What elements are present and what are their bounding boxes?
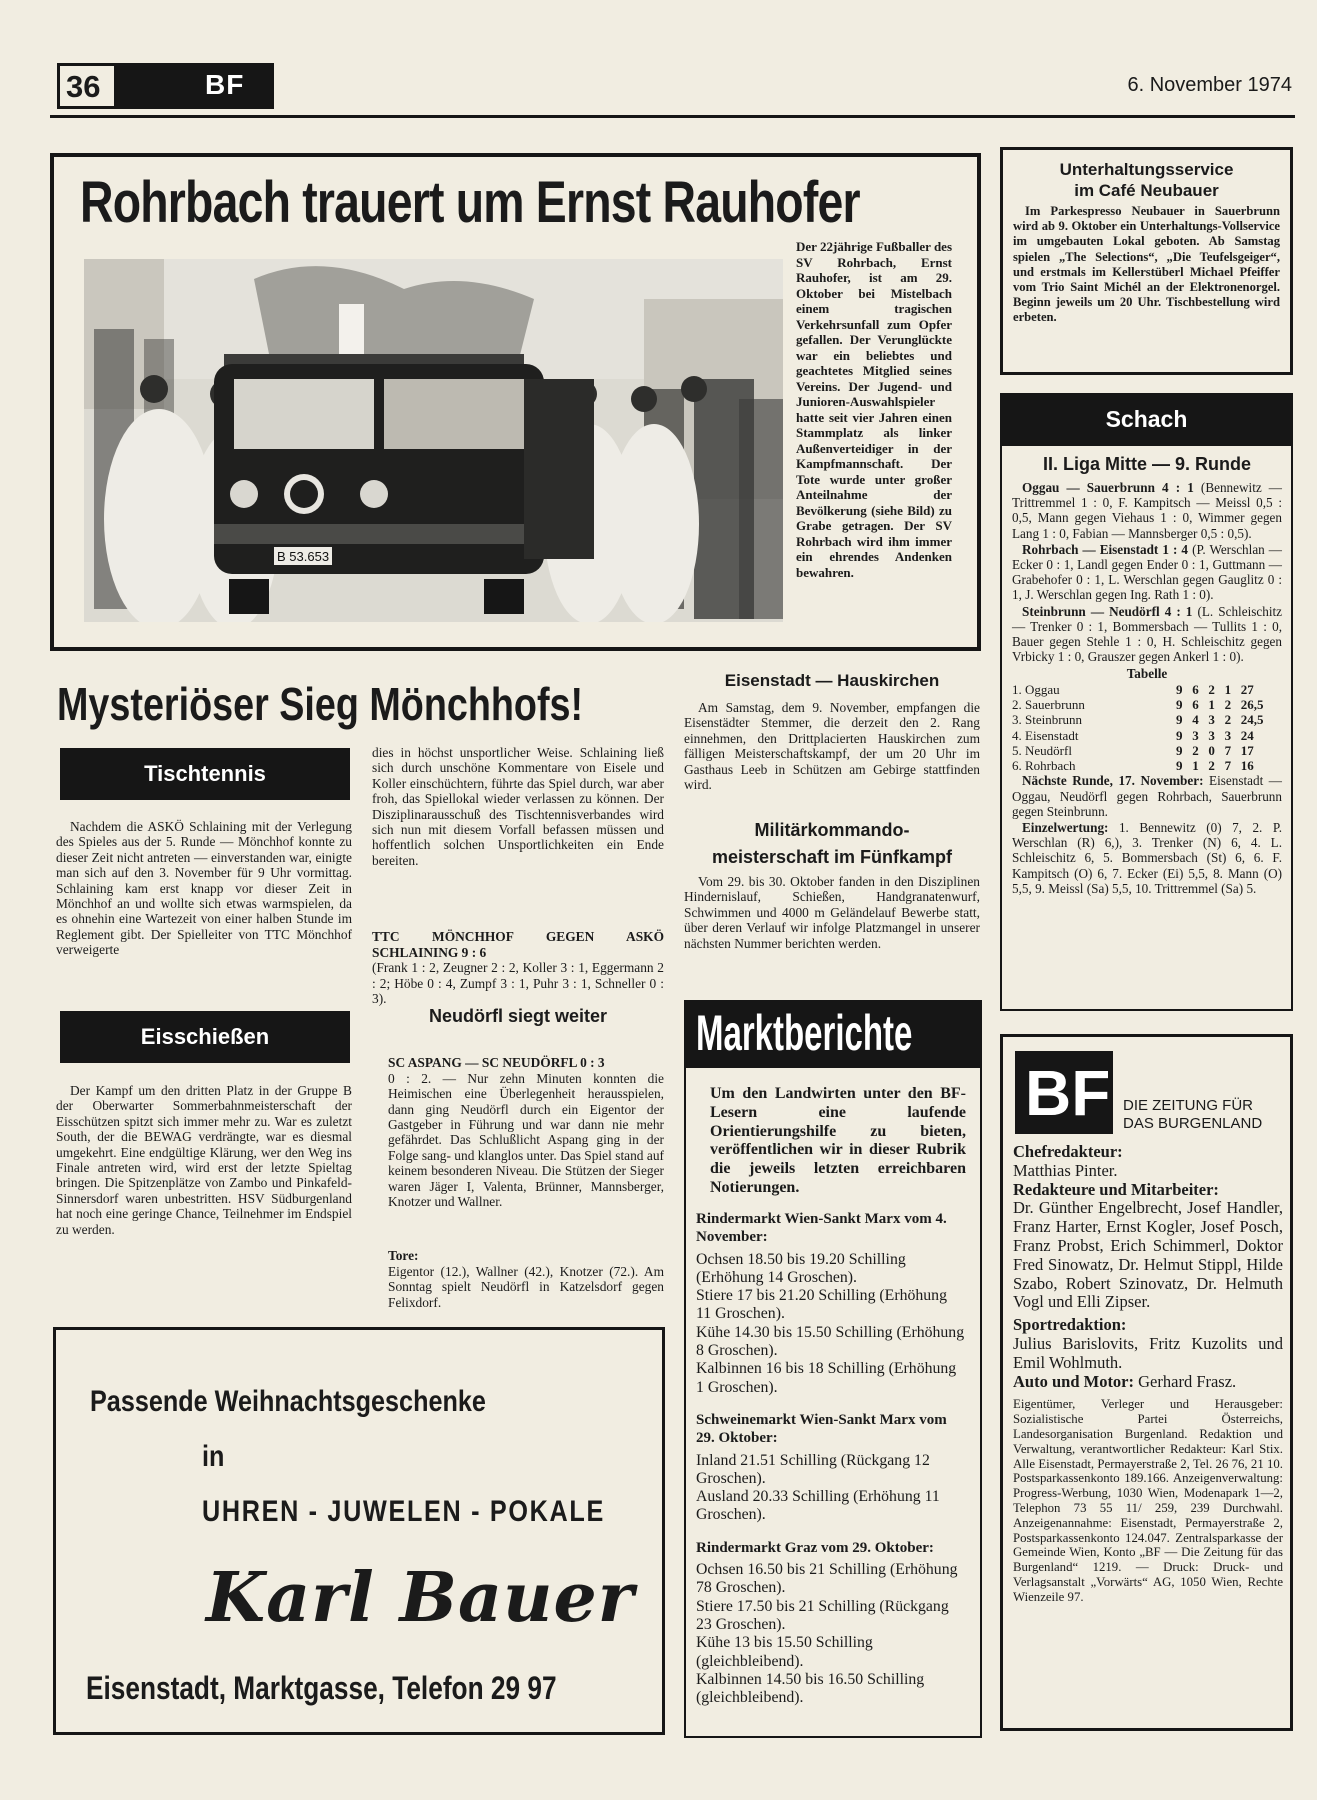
table-cell: 9 [1176, 727, 1183, 743]
table-row [1012, 743, 1282, 758]
schach-einzel-head: Einzelwertung: [1022, 820, 1109, 836]
markt-section [696, 1210, 966, 1397]
moenchhof-text-2: dies in höchst unsportlicher Weise. Schlaining ließ sich durch unschöne Kommentare von Eisele und Koller einschüchtern, führte das Spiel durch, war aber froh, das Spiellokal wieder verlassen zu können. Der Disziplinarausschuß des Tischtennisverbandes wird sich nun mit diesem Vorfall befassen müssen und hoffentlich solchen Unsportlichkeiten ein Ende bereiten. [372, 745, 664, 868]
militaer-text: Vom 29. bis 30. Oktober fanden in den Disziplinen Hindernislauf, Schießen, Handgranatenwurf, Schwimmen und 4000 m Geländelauf Bewerbe statt, über deren Verlauf wir infolge Platzmangel in unserer nächsten Nummer berichten werden. [684, 874, 980, 951]
page-header [0, 0, 1317, 125]
table-cell: 1. Oggau [1012, 681, 1060, 697]
impressum-staff [1013, 1143, 1283, 1605]
markt-line: Kühe 13 bis 15.50 Schilling (gleichbleibend). [696, 1634, 873, 1670]
table-cell: 5. Neudörfl [1012, 742, 1072, 758]
section-bar-schach [1000, 393, 1293, 446]
table-cell: 3 [1224, 727, 1232, 743]
schach-headline: II. Liga Mitte — 9. Runde [1042, 454, 1251, 474]
markt-line: Stiere 17.50 bis 21 Schilling (Rückgang 23 Groschen). [696, 1597, 949, 1633]
militaer-headline-line-1: Militärkommando- [754, 820, 910, 840]
markt-section [696, 1411, 966, 1525]
issue-date: 6. November 1974 [1127, 74, 1292, 96]
impressum-auto-label: Auto und Motor: [1013, 1371, 1135, 1391]
table-cell: 4. Eisenstadt [1012, 727, 1079, 743]
schach-match-2-head: Rohrbach — Eisenstadt 1 : 4 [1022, 541, 1189, 557]
markt-section [696, 1539, 966, 1708]
impressum-box [1000, 1034, 1293, 1731]
ad-line-2: in [202, 1440, 225, 1473]
cafe-headline-line-2: im Café Neubauer [1074, 181, 1219, 200]
ad-brand: Karl Bauer [206, 1558, 635, 1638]
page-number: 36 [66, 69, 101, 104]
markt-line: Ausland 20.33 Schilling (Erhöhung 11 Groschen). [696, 1488, 940, 1524]
page-number-box [57, 63, 117, 109]
table-cell: 9 [1176, 758, 1183, 774]
table-cell: 3 [1208, 727, 1215, 743]
markt-line: Inland 21.51 Schilling (Rückgang 12 Groschen). [696, 1451, 930, 1487]
funeral-photo [84, 259, 783, 622]
table-cell: 9 [1176, 696, 1183, 712]
impressum-logo [1015, 1051, 1113, 1134]
neudoerfl-tore-text: Eigentor (12.), Wallner (42.), Knotzer (72.). Am Sonntag spielt Neudörfl in Katzelsdorf gegen Felixdorf. [388, 1263, 664, 1310]
neudoerfl-text: 0 : 2. — Nur zehn Minuten konnten die Heimischen eine Überlegenheit herausspielen, dann ging Neudörfl durch ein Eigentor der Gastgeber in Führung und war dann nie mehr gefährdet. Das Schlußlicht Aspang ging in der Folge sang- und klanglos unter. Das Spiel stand auf keinem besonderen Niveau. Die Stützen der Sieger waren Jäger I, Valenta, Brünner, Mannsberger, Knotzer und Wallner. [388, 1070, 664, 1210]
schach-next-head: Nächste Runde, 17. November: [1022, 773, 1204, 789]
table-row [1012, 697, 1282, 712]
impressum-red-label: Redakteure und Mitarbeiter: [1013, 1179, 1219, 1199]
table-cell: 2 [1192, 742, 1199, 758]
impressum-auto [1013, 1373, 1283, 1392]
table-row [1012, 712, 1282, 727]
cafe-box [1000, 147, 1293, 375]
section-title-eisschiessen: Eisschießen [140, 1024, 270, 1049]
markt-section-head: Schweinemarkt Wien-Sankt Marx vom 29. Oktober: [696, 1411, 947, 1447]
table-cell: 6. Rohrbach [1012, 758, 1076, 774]
impressum-auto-name: Gerhard Frasz. [1138, 1371, 1237, 1391]
impressum-chef-name: Matthias Pinter. [1013, 1160, 1118, 1180]
hauskirchen-headline: Eisenstadt — Hauskirchen [724, 671, 940, 690]
markt-line: Ochsen 18.50 bis 19.20 Schilling (Erhöhung 14 Groschen). [696, 1250, 906, 1286]
impressum-sport-names: Julius Barislovits, Fritz Kuzolits und Emil Wohlmuth. [1013, 1333, 1283, 1372]
impressum-logo-text: BF [1025, 1057, 1111, 1129]
neudoerfl-tore-label: Tore: [388, 1248, 419, 1264]
militaer-headline-line-2: meisterschaft im Fünfkampf [711, 847, 953, 867]
table-cell: 1 [1224, 681, 1232, 697]
header-rule [50, 115, 1295, 118]
schach-match-3-head: Steinbrunn — Neudörfl 4 : 1 [1022, 603, 1193, 619]
neudoerfl-tore [388, 1233, 664, 1310]
table-cell: 17 [1240, 742, 1254, 758]
ad-line-3: UHREN - JUWELEN - POKALE [202, 1495, 605, 1528]
section-bar-tischtennis [60, 748, 350, 800]
moenchhof-text-1: Nachdem die ASKÖ Schlaining mit der Verlegung des Spieles aus der 5. Runde — Mönchhof konnte zu dieser Zeit nicht antreten — einverstanden war, einigte man sich auf den 3. November für 9 Uhr vormittag. Schlaining kam erst knapp vor dieser Zeit in Mönchhof an und wollte sich etwas warmspielen, da es ohnehin eine Wartezeit von einer halben Stunde im Reglement gibt. Der Spielleiter von TTC Mönchhof verweigerte [56, 819, 352, 958]
ad-line-2-wrap [202, 1440, 229, 1474]
eisschiessen-text: Der Kampf um den dritten Platz in der Gruppe B der Oberwarter Sommerbahnmeisterschaft der Eisschützen spitzt sich immer mehr zu. War es zuletzt South, der die BEWAG verdrängte, war es diesmal umgekehrt. Eine endgültige Klärung, wer den Weg ins Finale antreten wird, wird erst der letzte Spieltag bringen. Die Spitzenplätze von Zambo und Pinkafeld-Sinnersdorf waren unbestritten. HSV Südburgenland hat noch eine geringe Chance, Teilnehmer im Endspiel zu werden. [56, 1083, 352, 1237]
markt-line: Kalbinnen 16 bis 18 Schilling (Erhöhung 1 Groschen). [696, 1360, 957, 1396]
cafe-headline [1003, 159, 1290, 201]
markt-title-bar [684, 1000, 982, 1068]
schach-match-1-head: Oggau — Sauerbrunn 4 : 1 [1022, 480, 1194, 495]
markt-line: Stiere 17 bis 21.20 Schilling (Erhöhung 11 Groschen). [696, 1287, 947, 1323]
table-cell: 1 [1192, 758, 1199, 774]
schach-next [1012, 773, 1282, 819]
table-cell: 2 [1224, 696, 1232, 712]
table-cell: 9 [1176, 681, 1183, 697]
table-cell: 26,5 [1240, 696, 1264, 712]
markt-intro: Um den Landwirten unter den BF-Lesern eine laufende Orientierungshilfe zu bieten, veröffentlichen wir in dieser Rubrik die jeweils letzten erreichbaren Notierungen. [710, 1085, 966, 1196]
table-cell: 3 [1192, 727, 1199, 743]
moenchhof-result-head: TTC MÖNCHHOF GEGEN ASKÖ SCHLAINING 9 : 6 [372, 929, 664, 960]
schach-body [1012, 480, 1282, 896]
section-bar-eisschiessen [60, 1011, 350, 1063]
table-cell: 2 [1208, 681, 1215, 697]
ad-line-1: Passende Weihnachtsgeschenke [90, 1385, 486, 1418]
table-cell: 7 [1224, 758, 1232, 774]
schach-table [1012, 682, 1282, 774]
ad-address: Eisenstadt, Marktgasse, Telefon 29 97 [86, 1670, 557, 1706]
table-cell: 24,5 [1240, 712, 1264, 728]
table-row [1012, 682, 1282, 697]
schach-einzel [1012, 820, 1282, 896]
section-title-schach: Schach [1105, 406, 1188, 432]
impressum-sport-label: Sportredaktion: [1013, 1315, 1127, 1335]
table-cell: 1 [1208, 696, 1215, 712]
moenchhof-headline: Mysteriöser Sieg Mönchhofs! [57, 678, 584, 730]
cafe-text: Im Parkespresso Neubauer in Sauerbrunn wird ab 9. Oktober ein Unterhaltungs-Vollservice im umgebauten Lokal geboten. Ab Samstag spielen „The Selections“, „Die Teufelsgeiger“, und erstmals im Kellerstüberl Michael Pfeiffer vom Trio Saint Michél an der Elektronenorgel. Beginn jeweils um 20 Uhr. Tischbestellung wird erbeten. [1013, 204, 1280, 325]
table-row [1012, 728, 1282, 743]
table-cell: 16 [1240, 758, 1254, 774]
table-cell: 6 [1192, 696, 1199, 712]
schach-match-1 [1012, 480, 1282, 541]
table-cell: 3. Steinbrunn [1012, 712, 1083, 728]
header-logo: BF [205, 69, 245, 100]
table-cell: 2. Sauerbrunn [1012, 696, 1085, 712]
table-cell: 3 [1208, 712, 1215, 728]
table-cell: 27 [1240, 681, 1254, 697]
moenchhof-result-text: (Frank 1 : 2, Zeugner 2 : 2, Koller 3 : 1, Eggermann 2 : 2; Höbe 0 : 4, Zumpf 3 : 1, Puhr 3 : 1, Schneller 0 : 3). [372, 960, 664, 1007]
table-cell: 9 [1176, 712, 1183, 728]
ad-line-1-wrap [90, 1385, 650, 1419]
table-cell: 9 [1176, 742, 1183, 758]
hauskirchen-text: Am Samstag, dem 9. November, empfangen die Eisenstädter Stemmer, die derzeit den 2. Rang einnehmen, den Drittplacierten Hauskirchen zum fälligen Meisterschaftskampf, der um 20 Uhr im Gasthaus Leeb in Schützen am Gebirge stattfinden wird. [684, 700, 980, 793]
markt-section-head: Rindermarkt Graz vom 29. Oktober: [696, 1539, 934, 1556]
ad-karl-bauer [53, 1327, 665, 1735]
schach-match-3 [1012, 604, 1282, 665]
markt-line: Ochsen 16.50 bis 21 Schilling (Erhöhung 78 Groschen). [696, 1561, 958, 1597]
impressum-tagline-2: DAS BURGENLAND [1123, 1115, 1263, 1132]
funeral-photo-graphic [84, 259, 783, 622]
markt-title: Marktberichte [696, 1005, 913, 1061]
markt-sections [696, 1210, 966, 1707]
ad-line-3-wrap [202, 1495, 642, 1529]
table-cell: 24 [1240, 727, 1254, 743]
table-cell: 2 [1224, 712, 1232, 728]
impressum-chef-label: Chefredakteur: [1013, 1142, 1123, 1161]
markt-line: Kalbinnen 14.50 bis 16.50 Schilling (gleichbleibend). [696, 1670, 925, 1707]
neudoerfl-result-head: SC ASPANG — SC NEUDÖRFL 0 : 3 [388, 1055, 605, 1071]
ad-address-wrap [86, 1670, 646, 1707]
markt-section-head: Rindermarkt Wien-Sankt Marx vom 4. November: [696, 1211, 947, 1246]
rohrbach-article [50, 153, 981, 651]
moenchhof-result [372, 914, 664, 1006]
schach-einzel-text: 1. Bennewitz (0) 7, 2. P. Werschlan (R) 6,), 3. Trenker (N) 6, 4. L. Schleischitz 6, 5. Bommersbach (St) 6, 6. F. Kampitsch (O) 6, 7. Ecker (Ei) 5,5, 8. Mann (O) 5,5, 9. Meissl (Sa) 5,5, 10. Trittremmel (Sa) 5. [1012, 820, 1282, 896]
license-plate: B 53.653 [277, 549, 330, 564]
markt-line: Kühe 14.30 bis 15.50 Schilling (Erhöhung 8 Groschen). [696, 1323, 965, 1360]
cafe-headline-line-1: Unterhaltungsservice [1059, 160, 1234, 179]
schach-next-text: Eisenstadt — Oggau, Neudörfl gegen Rohrbach, Sauerbrunn gegen Steinbrunn. [1012, 773, 1282, 819]
schach-match-1-text: (Bennewitz — Trittremmel 1 : 0, F. Kampitsch — Meissl 0,5 : 0,5, Mann gegen Viehaus 1 : 0, Wimmer gegen Lang 1 : 0, Fabian — Mannsberger 0,5 : 0,5). [1012, 480, 1282, 541]
header-logo-bar [117, 63, 274, 109]
table-row [1012, 758, 1282, 773]
schach-match-3-text: (L. Schleischitz — Trenker 0 : 1, Bommersbach — Tullits 1 : 0, Bauer gegen Stehle 1 : 0, H. Schleischitz gegen Vrbicky 1 : 0, Grauszer gegen Ankerl 1 : 0). [1012, 603, 1282, 665]
neudoerfl-body [388, 1040, 664, 1209]
table-cell: 6 [1192, 681, 1199, 697]
table-cell: 4 [1192, 712, 1199, 728]
rohrbach-headline-wrap [80, 169, 960, 241]
rohrbach-text: Der 22jährige Fußballer des SV Rohrbach, Ernst Rauhofer, ist am 29. Oktober bei Mistelbach einem tragischen Verkehrsunfall zum Opfer gefallen. Der Verunglückte war ein beliebtes und geachtetes Mitglied seines Vereins. Der Jugend- und Junioren-Auswahlspieler hatte seit vier Jahren einen Stammplatz als linker Außenverteidiger in der Kampfmannschaft. Der Tote wurde unter großer Anteilnahme der Bevölkerung (siehe Bild) zu Grabe getragen. Der SV Rohrbach wird ihm immer ein ehrendes Andenken bewahren. [796, 239, 952, 580]
impressum-tagline [1123, 1097, 1262, 1133]
table-cell: 0 [1208, 742, 1215, 758]
neudoerfl-headline: Neudörfl siegt weiter [428, 1006, 608, 1026]
moenchhof-headline-wrap [57, 677, 677, 737]
impressum-red-names: Dr. Günther Engelbrecht, Josef Handler, Franz Harter, Ernst Kogler, Josef Posch, Franz Probst, Erich Schimmerl, Doktor Fred Sinowatz, Dr. Helmut Stippl, Hilde Szabo, Robert Szinovatz, Dr. Helmuth Vogl und Elli Zipser. [1013, 1198, 1283, 1312]
table-cell: 7 [1224, 742, 1232, 758]
schach-table-title: Tabelle [1126, 666, 1168, 682]
rohrbach-headline: Rohrbach trauert um Ernst Rauhofer [80, 170, 860, 235]
schach-match-2-text: (P. Werschlan — Ecker 0 : 1, Landl gegen Ender 0 : 1, Guttmann — Grabehofer 0 : 1, L. Werschlan gegen Gauglitz 0 : 1, J. Werschlan gegen Ing. Rath 1 : 0). [1012, 541, 1282, 603]
schach-match-2 [1012, 542, 1282, 603]
table-cell: 2 [1208, 758, 1215, 774]
militaer-headline [685, 817, 979, 871]
impressum-small: Eigentümer, Verleger und Herausgeber: Sozialistische Partei Österreichs, Landesorganisation Burgenland. Redaktion und Verwaltung, verantwortlicher Redakteur: Karl Stix. Alle Eisenstadt, Permayerstraße 2, Tel. 26 76, 21 10. Postsparkassenkonto 189.166. Anzeigenverwaltung: Progress-Werbung, 1030 Wien, Modenapark 1—2, Telephon 73 55 11/ 259, 239 Durchwahl. Anzeigenannahme: Eisenstadt, Permayerstraße 2, Postsparkassenkonto 124.047. Zentralsparkasse der Gemeinde Wien, Konto „BF — Die Zeitung für das Burgenland“ 1219. — Druck: Druck- und Verlagsanstalt „Vorwärts“ AG, 1050 Wien, Rechte Wienzeile 97. [1013, 1397, 1283, 1604]
section-title-tischtennis: Tischtennis [144, 761, 266, 786]
impressum-tagline-1: DIE ZEITUNG FÜR [1123, 1097, 1253, 1114]
